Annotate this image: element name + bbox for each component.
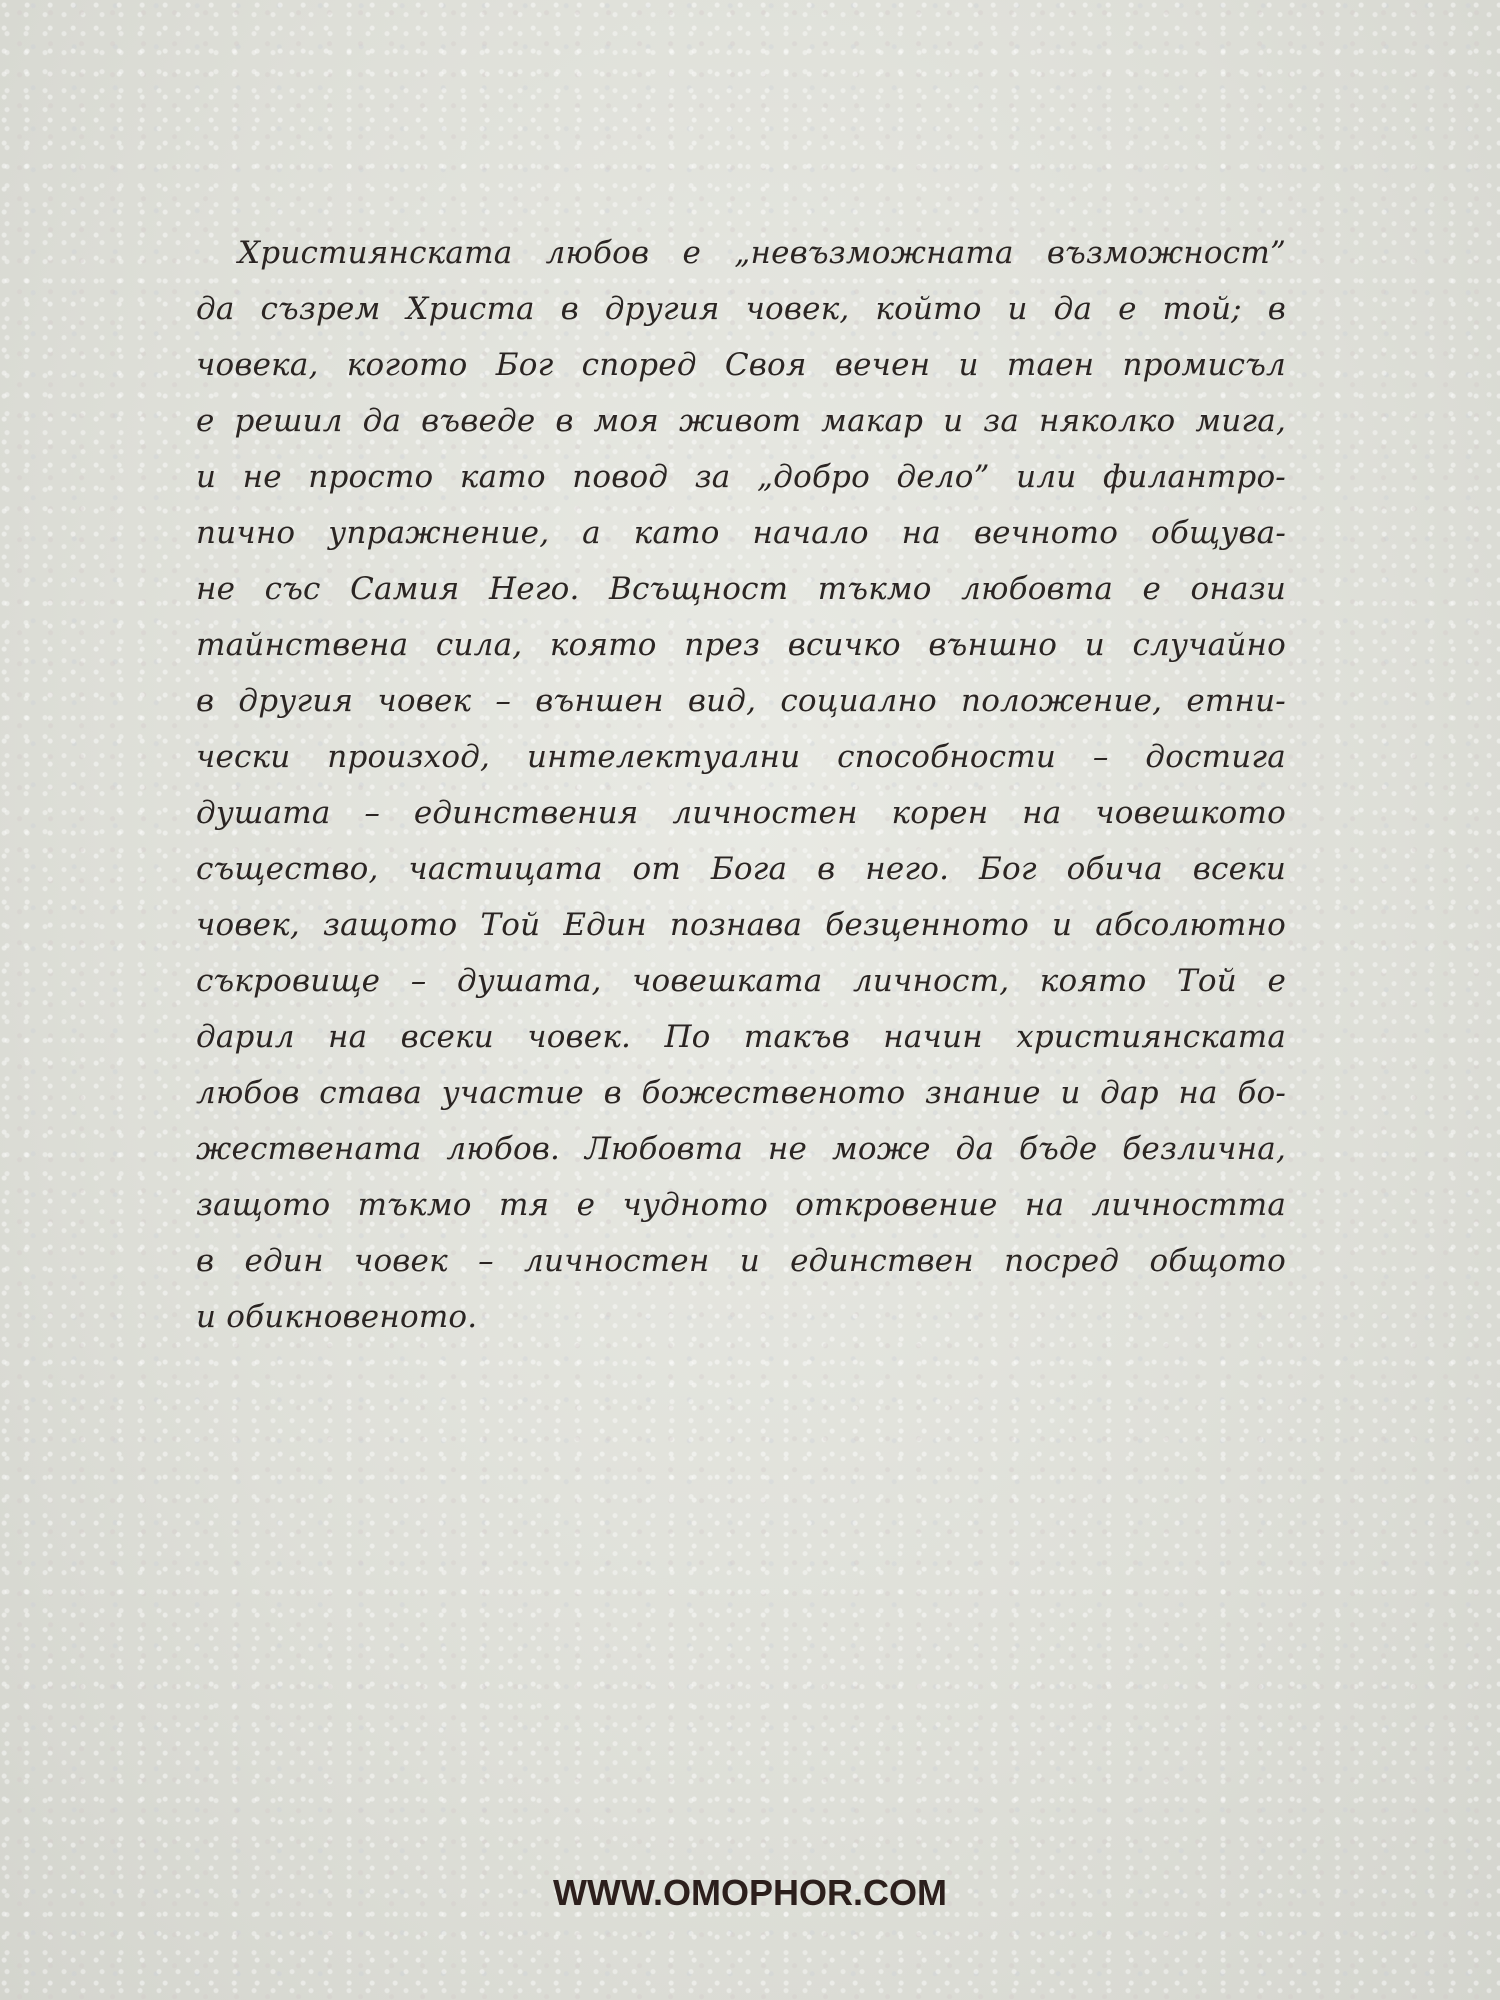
blurb-line: жествената любов. Любовта не може да бъде безлична, (196, 1131, 1286, 1167)
emphasized-word: душата (196, 795, 331, 831)
blurb-line: в другия човек – външен вид, социално положение, етни- (196, 683, 1286, 719)
blurb-line: човека, когото Бог според Своя вечен и таен промисъл (196, 347, 1286, 383)
blurb-line: и не просто като повод за „добро дело” или филантро- (196, 459, 1286, 495)
blurb-line: защото тъкмо тя е чудното откровение на личността (196, 1187, 1286, 1223)
blurb-line: тайнствена сила, която през всичко външно и случайно (196, 627, 1286, 663)
blurb-line-last: и обикновеното. (196, 1299, 478, 1335)
blurb-line-with-emphasis (196, 785, 1286, 841)
blurb-line: чески произход, интелектуални способности – достига (196, 739, 1286, 775)
blurb-text (196, 225, 1286, 1345)
blurb-line: съкровище – душата, човешката личност, която Той е (196, 963, 1286, 999)
blurb-line: Християнската любов е „невъзможната възможност” (238, 235, 1286, 271)
blurb-line-rest: – единствения личностен корен на човешкото (364, 795, 1286, 831)
blurb-line: да съзрем Христа в другия човек, който и да е той; в (196, 291, 1286, 327)
blurb-line: е решил да въведе в моя живот макар и за няколко мига, (196, 403, 1286, 439)
blurb-line: любов става участие в божественото знание и дар на бо- (196, 1075, 1286, 1111)
blurb-line: в един човек – личностен и единствен посред общото (196, 1243, 1286, 1279)
publisher-url: WWW.OMOPHOR.COM (553, 1872, 947, 1913)
blurb-line: не със Самия Него. Всъщност тъкмо любовта е онази (196, 571, 1286, 607)
blurb-line: човек, защото Той Един познава безценното и абсолютно (196, 907, 1286, 943)
blurb-line: пично упражнение, а като начало на вечното общува- (196, 515, 1286, 551)
blurb-line: същество, частицата от Бога в него. Бог обича всеки (196, 851, 1286, 887)
blurb-line: дарил на всеки човек. По такъв начин християнската (196, 1019, 1286, 1055)
